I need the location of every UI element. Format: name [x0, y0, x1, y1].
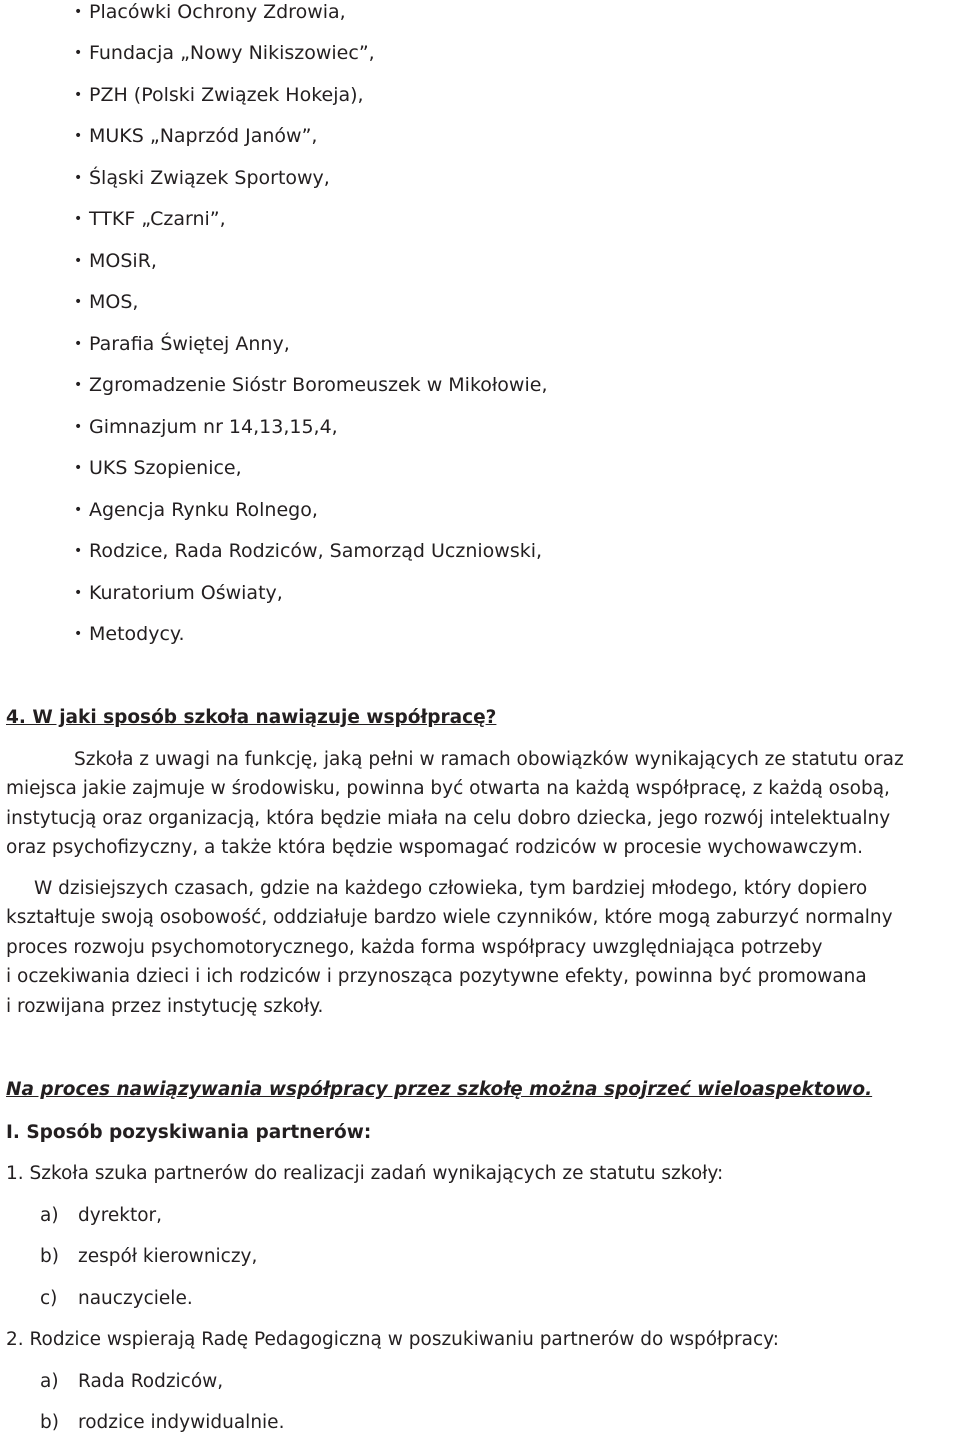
- bullet-icon: •: [74, 585, 83, 601]
- list-item: • Śląski Związek Sportowy,: [74, 167, 330, 189]
- bullet-icon: •: [74, 87, 83, 103]
- list-item: • MOS,: [74, 291, 139, 313]
- sub-item-letter: b): [40, 1412, 59, 1433]
- bullet-icon: •: [74, 543, 83, 559]
- bullet-icon: •: [74, 45, 83, 61]
- paragraph-line: i rozwijana przez instytucję szkoły.: [6, 996, 324, 1017]
- bullet-icon: •: [74, 336, 83, 352]
- bullet-icon: •: [74, 502, 83, 518]
- section-heading: 4. W jaki sposób szkoła nawiązuje współpracę?: [6, 707, 497, 728]
- list-item: • Agencja Rynku Rolnego,: [74, 499, 318, 521]
- sub-item: [40, 1411, 284, 1435]
- list-item: • TTKF „Czarni”,: [74, 208, 226, 230]
- list-item: • Parafia Świętej Anny,: [74, 333, 290, 355]
- sub-item-letter: c): [40, 1288, 58, 1309]
- sub-item-text: Rada Rodziców,: [78, 1371, 224, 1392]
- sub-item: [40, 1204, 162, 1228]
- list-item: • MOSiR,: [74, 250, 157, 272]
- emphasis-line: Na proces nawiązywania współpracy przez szkołę można spojrzeć wieloaspektowo.: [6, 1079, 873, 1100]
- bullet-icon: •: [74, 4, 83, 20]
- bullet-icon: •: [74, 211, 83, 227]
- sub-item-letter: b): [40, 1246, 59, 1267]
- bullet-icon: •: [74, 294, 83, 310]
- point-2: 2. Rodzice wspierają Radę Pedagogiczną w poszukiwaniu partnerów do współpracy:: [6, 1329, 779, 1350]
- sub-item-letter: a): [40, 1371, 59, 1392]
- list-item: • Fundacja „Nowy Nikiszowiec”,: [74, 42, 375, 64]
- list-item: • UKS Szopienice,: [74, 457, 242, 479]
- list-item: • Metodycy.: [74, 623, 185, 645]
- list-item: • PZH (Polski Związek Hokeja),: [74, 84, 364, 106]
- paragraph-line: kształtuje swoją osobowość, oddziałuje bardzo wiele czynników, które mogą zaburzyć normalny: [6, 907, 893, 928]
- bullet-icon: •: [74, 253, 83, 269]
- list-item: • MUKS „Naprzód Janów”,: [74, 125, 318, 147]
- paragraph-line: proces rozwoju psychomotorycznego, każda forma współpracy uwzględniająca potrzeby: [6, 937, 823, 958]
- list-item: • Placówki Ochrony Zdrowia,: [74, 1, 346, 23]
- bullet-icon: •: [74, 626, 83, 642]
- sub-item-text: zespół kierowniczy,: [78, 1246, 258, 1267]
- point-1: 1. Szkoła szuka partnerów do realizacji zadań wynikających ze statutu szkoły:: [6, 1163, 724, 1184]
- sub-item: [40, 1245, 257, 1269]
- sub-item-text: nauczyciele.: [78, 1288, 193, 1309]
- paragraph-line: W dzisiejszych czasach, gdzie na każdego człowieka, tym bardziej młodego, który dopiero: [34, 878, 868, 899]
- paragraph-line: oraz psychofizyczny, a także która będzie wspomagać rodziców w procesie wychowawczym.: [6, 837, 864, 858]
- bullet-icon: •: [74, 128, 83, 144]
- bullet-icon: •: [74, 460, 83, 476]
- sub-item-text: rodzice indywidualnie.: [78, 1412, 285, 1433]
- list-item: • Rodzice, Rada Rodziców, Samorząd Uczniowski,: [74, 540, 543, 562]
- sub-item: [40, 1370, 223, 1394]
- list-item: • Gimnazjum nr 14,13,15,4,: [74, 416, 338, 438]
- bullet-icon: •: [74, 170, 83, 186]
- paragraph-line: instytucją oraz organizacją, która będzie miała na celu dobro dziecka, jego rozwój intelektualny: [6, 808, 891, 829]
- paragraph-line: i oczekiwania dzieci i ich rodziców i przynosząca pozytywne efekty, powinna być promowana: [6, 966, 867, 987]
- sub-item: [40, 1287, 193, 1311]
- paragraph-line: miejsca jakie zajmuje w środowisku, powinna być otwarta na każdą współpracę, z każdą osobą,: [6, 778, 890, 799]
- list-item: • Kuratorium Oświaty,: [74, 582, 283, 604]
- paragraph-line: Szkoła z uwagi na funkcję, jaką pełni w ramach obowiązków wynikających ze statutu oraz: [74, 749, 904, 770]
- list-item: • Zgromadzenie Sióstr Boromeuszek w Mikołowie,: [74, 374, 548, 396]
- sub-item-letter: a): [40, 1205, 59, 1226]
- sub-item-text: dyrektor,: [78, 1205, 163, 1226]
- bullet-icon: •: [74, 377, 83, 393]
- bullet-icon: •: [74, 419, 83, 435]
- section-title: I. Sposób pozyskiwania partnerów:: [6, 1122, 372, 1143]
